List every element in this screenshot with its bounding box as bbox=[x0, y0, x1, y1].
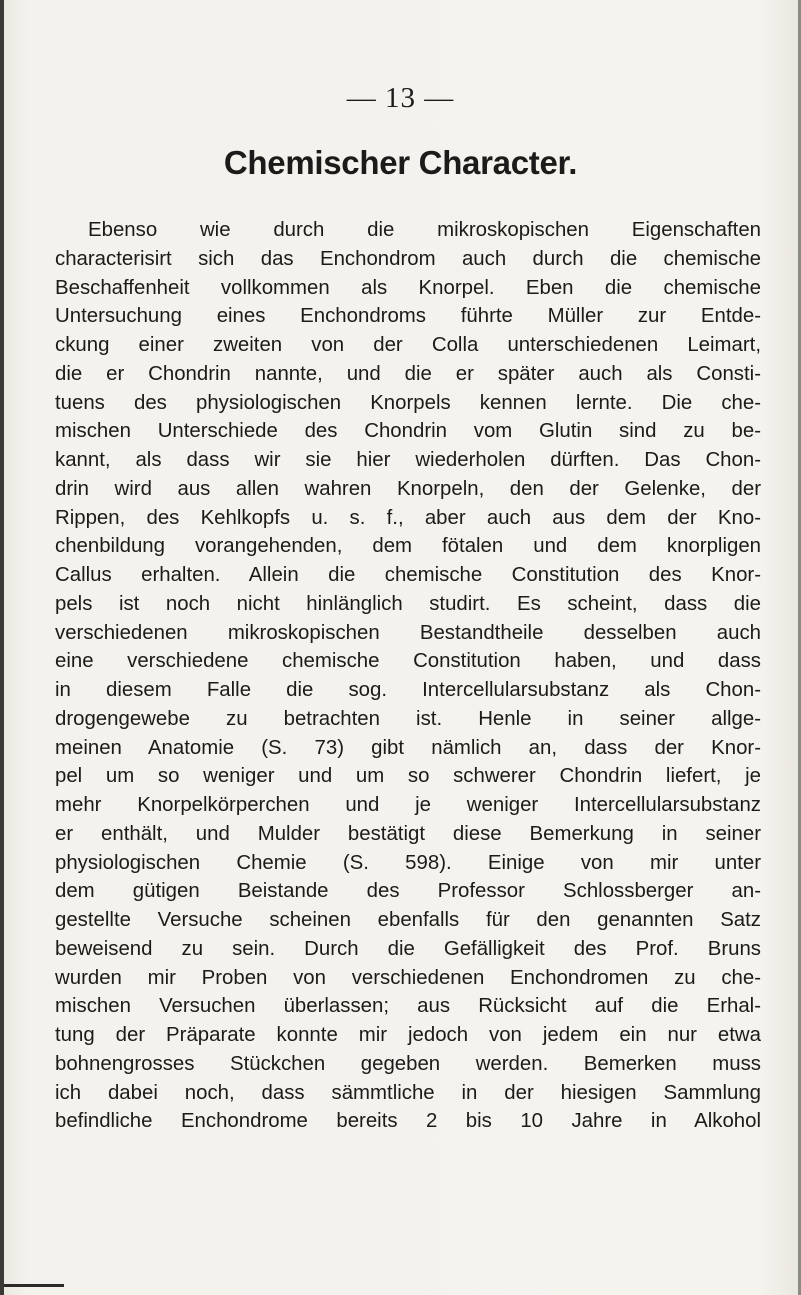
text-line: mischen Unterschiede des Chondrin vom Glutin sind zu be- bbox=[55, 420, 761, 443]
text-line: meinen Anatomie (S. 73) gibt nämlich an, dass der Knor- bbox=[55, 736, 761, 759]
text-line: beweisend zu sein. Durch die Gefälligkeit des Prof. Bruns bbox=[55, 937, 761, 960]
text-line: er enthält, und Mulder bestätigt diese Bemerkung in seiner bbox=[55, 822, 761, 845]
text-line: ckung einer zweiten von der Colla unterschiedenen Leimart, bbox=[55, 334, 761, 356]
text-line: wurden mir Proben von verschiedenen Enchondromen zu che- bbox=[55, 966, 761, 989]
text-line: die er Chondrin nannte, und die er später auch als Consti- bbox=[55, 362, 761, 385]
scan-corner-mark bbox=[4, 1284, 64, 1287]
text-line: mehr Knorpelkörperchen und je weniger Intercellularsubstanz bbox=[55, 794, 761, 816]
text-line: mischen Versuchen überlassen; aus Rücksicht auf die Erhal- bbox=[55, 995, 761, 1018]
text-line: in diesem Falle die sog. Intercellularsubstanz als Chon- bbox=[55, 679, 761, 701]
text-line: Untersuchung eines Enchondroms führte Müller zur Entde- bbox=[55, 305, 761, 328]
text-line: ich dabei noch, dass sämmtliche in der hiesigen Sammlung bbox=[55, 1081, 761, 1104]
text-line: drin wird aus allen wahren Knorpeln, den der Gelenke, der bbox=[55, 477, 761, 500]
text-line: tuens des physiologischen Knorpels kennen lernte. Die che- bbox=[55, 391, 761, 414]
text-line: chenbildung vorangehenden, dem fötalen und dem knorpligen bbox=[55, 535, 761, 558]
text-line: physiologischen Chemie (S. 598). Einige von mir unter bbox=[55, 851, 761, 874]
text-line: gestellte Versuche scheinen ebenfalls für den genannten Satz bbox=[55, 909, 761, 931]
text-line: pels ist noch nicht hinlänglich studirt. Es scheint, dass die bbox=[55, 592, 761, 615]
text-line: verschiedenen mikroskopischen Bestandtheile desselben auch bbox=[55, 621, 761, 644]
text-line: pel um so weniger und um so schwerer Chondrin liefert, je bbox=[55, 765, 761, 788]
text-line: befindliche Enchondrome bereits 2 bis 10 Jahre in Alkohol bbox=[55, 1110, 761, 1133]
text-line: Beschaffenheit vollkommen als Knorpel. Eben die chemische bbox=[55, 276, 761, 299]
text-line: Rippen, des Kehlkopfs u. s. f., aber auch aus dem der Kno- bbox=[55, 506, 761, 529]
text-line: Callus erhalten. Allein die chemische Constitution des Knor- bbox=[55, 564, 761, 586]
text-line: characterisirt sich das Enchondrom auch durch die chemische bbox=[55, 247, 761, 270]
text-line: eine verschiedene chemische Constitution haben, und dass bbox=[55, 650, 761, 673]
text-line: dem gütigen Beistande des Professor Schlossberger an- bbox=[55, 880, 761, 903]
text-line: drogengewebe zu betrachten ist. Henle in seiner allge- bbox=[55, 707, 761, 730]
section-heading: Chemischer Character. bbox=[223, 144, 578, 181]
text-line: bohnengrosses Stückchen gegeben werden. Bemerken muss bbox=[55, 1052, 761, 1075]
text-line: tung der Präparate konnte mir jedoch von jedem ein nur etwa bbox=[55, 1024, 761, 1046]
page-left-edge-shadow bbox=[0, 0, 4, 1295]
text-line: kannt, als dass wir sie hier wiederholen dürften. Das Chon- bbox=[55, 449, 761, 471]
body-paragraph bbox=[55, 216, 761, 1136]
text-line: Ebenso wie durch die mikroskopischen Eigenschaften bbox=[88, 219, 761, 241]
page-number: — 13 — bbox=[346, 82, 455, 114]
